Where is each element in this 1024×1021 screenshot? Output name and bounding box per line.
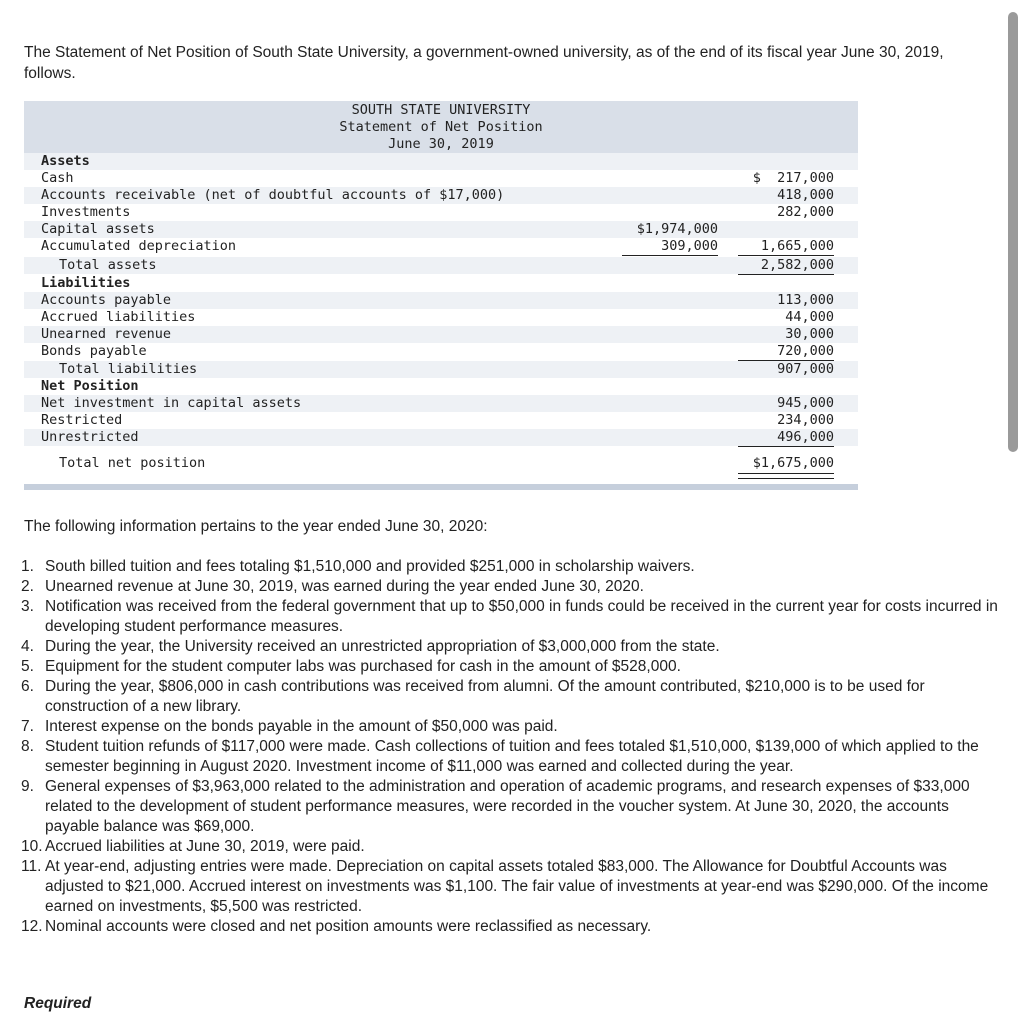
table-row: Investments 282,000 [41,204,834,220]
subtotal-rule [738,446,834,447]
table-row: Accounts receivable (net of doubtful accounts of $17,000) 418,000 [24,187,858,204]
transactions-list [21,557,999,937]
table-row: Accounts payable 113,000 [24,292,858,309]
list-item: 12. Nominal accounts were closed and net position amounts were reclassified as necessary. [21,918,652,935]
list-item: 5. Equipment for the student computer labs was purchased for cash in the amount of $528,000. [21,658,681,675]
vertical-scrollbar[interactable] [1008,12,1018,452]
table-row: Bonds payable 720,000 [41,343,834,359]
statement-title: Statement of Net Position [339,119,543,135]
list-item: 9. General expenses of $3,963,000 related to the administration and operation of academic programs, and research expenses of $33,000 related to the development of student performance measures, were recorded in the voucher system. At June 30, 2020, the accounts payable balance was $69,000. [21,778,970,835]
list-item: 3. Notification was received from the federal government that up to $50,000 in funds could be received in the current year for costs incurred in developing student performance measures. [21,598,998,635]
table-row: Unrestricted 496,000 [24,429,858,446]
total-row: Total liabilities 907,000 [24,361,858,378]
list-item: 2. Unearned revenue at June 30, 2019, was earned during the year ended June 30, 2020. [21,578,644,595]
statement-of-net-position [24,101,858,491]
statement-header [24,101,858,153]
table-row: Cash $ 217,000 [41,170,834,186]
table-row: Accrued liabilities 44,000 [41,309,834,325]
list-item: 8. Student tuition refunds of $117,000 were made. Cash collections of tuition and fees totaled $1,510,000, $139,000 of which applied to the semester beginning in August 2020. Investment income of $11,000 was earned and collected during the year. [21,738,979,775]
list-item: 11. At year-end, adjusting entries were made. Depreciation on capital assets totaled $83,000. The Allowance for Doubtful Accounts was adjusted to $21,000. Accrued interest on investments was $1,100. The fair value of investments at year-end was $290,000. Of the income earned on investments, $5,500 was restricted. [21,858,989,915]
section-heading-liabilities: Liabilities [41,275,131,291]
table-row: Restricted 234,000 [41,412,834,428]
list-item: 7. Interest expense on the bonds payable in the amount of $50,000 was paid. [21,718,558,735]
statement-date: June 30, 2019 [388,136,494,152]
section-heading-net-position: Net Position [41,378,139,394]
subtotal-rule [738,255,834,256]
table-row: Accumulated depreciation 309,000 1,665,000 [41,238,834,254]
section-heading-assets: Assets [24,153,858,170]
grand-total-double-rule [738,473,834,479]
total-row: Total assets 2,582,000 [24,257,858,274]
list-item: 1. South billed tuition and fees totaling $1,510,000 and provided $251,000 in scholarship waivers. [21,558,695,575]
total-row: Total net position $1,675,000 [59,455,834,471]
required-heading: Required [24,995,92,1012]
table-row: Net investment in capital assets 945,000 [24,395,858,412]
table-row: Unearned revenue 30,000 [24,326,858,343]
intro-paragraph: The Statement of Net Position of South State University, a government-owned university, as of the end of its fiscal year June 30, 2019, follows. [24,44,944,82]
statement-footer-bar [24,484,858,490]
subtotal-rule [622,255,718,256]
list-item: 10. Accrued liabilities at June 30, 2019, were paid. [21,838,365,855]
table-row: Capital assets $1,974,000 [24,221,858,238]
list-item: 6. During the year, $806,000 in cash contributions was received from alumni. Of the amount contributed, $210,000 is to be used for construction of a new library. [21,678,925,715]
list-item: 4. During the year, the University received an unrestricted appropriation of $3,000,000 from the state. [21,638,720,655]
following-info-heading: The following information pertains to the year ended June 30, 2020: [24,518,488,535]
statement-entity: SOUTH STATE UNIVERSITY [351,102,531,118]
